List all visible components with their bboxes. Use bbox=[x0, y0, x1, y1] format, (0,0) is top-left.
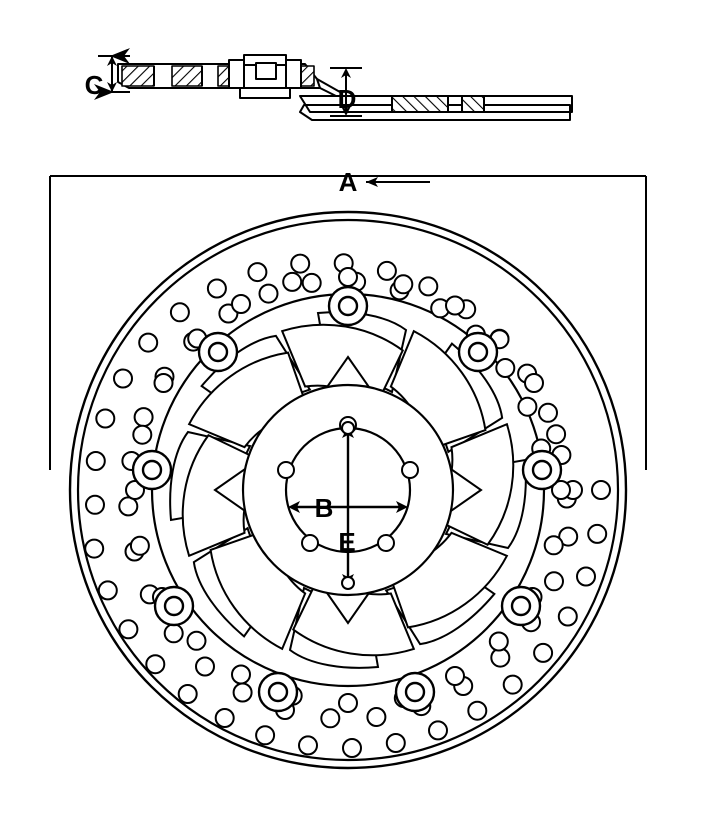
dimension-label-e: E bbox=[338, 527, 356, 557]
section-hub-block bbox=[229, 55, 301, 98]
dimension-label-a: A bbox=[338, 167, 358, 197]
dimension-label-c: C bbox=[84, 70, 104, 100]
dimension-label-d: D bbox=[337, 84, 357, 114]
dimension-label-b: B bbox=[314, 493, 334, 523]
